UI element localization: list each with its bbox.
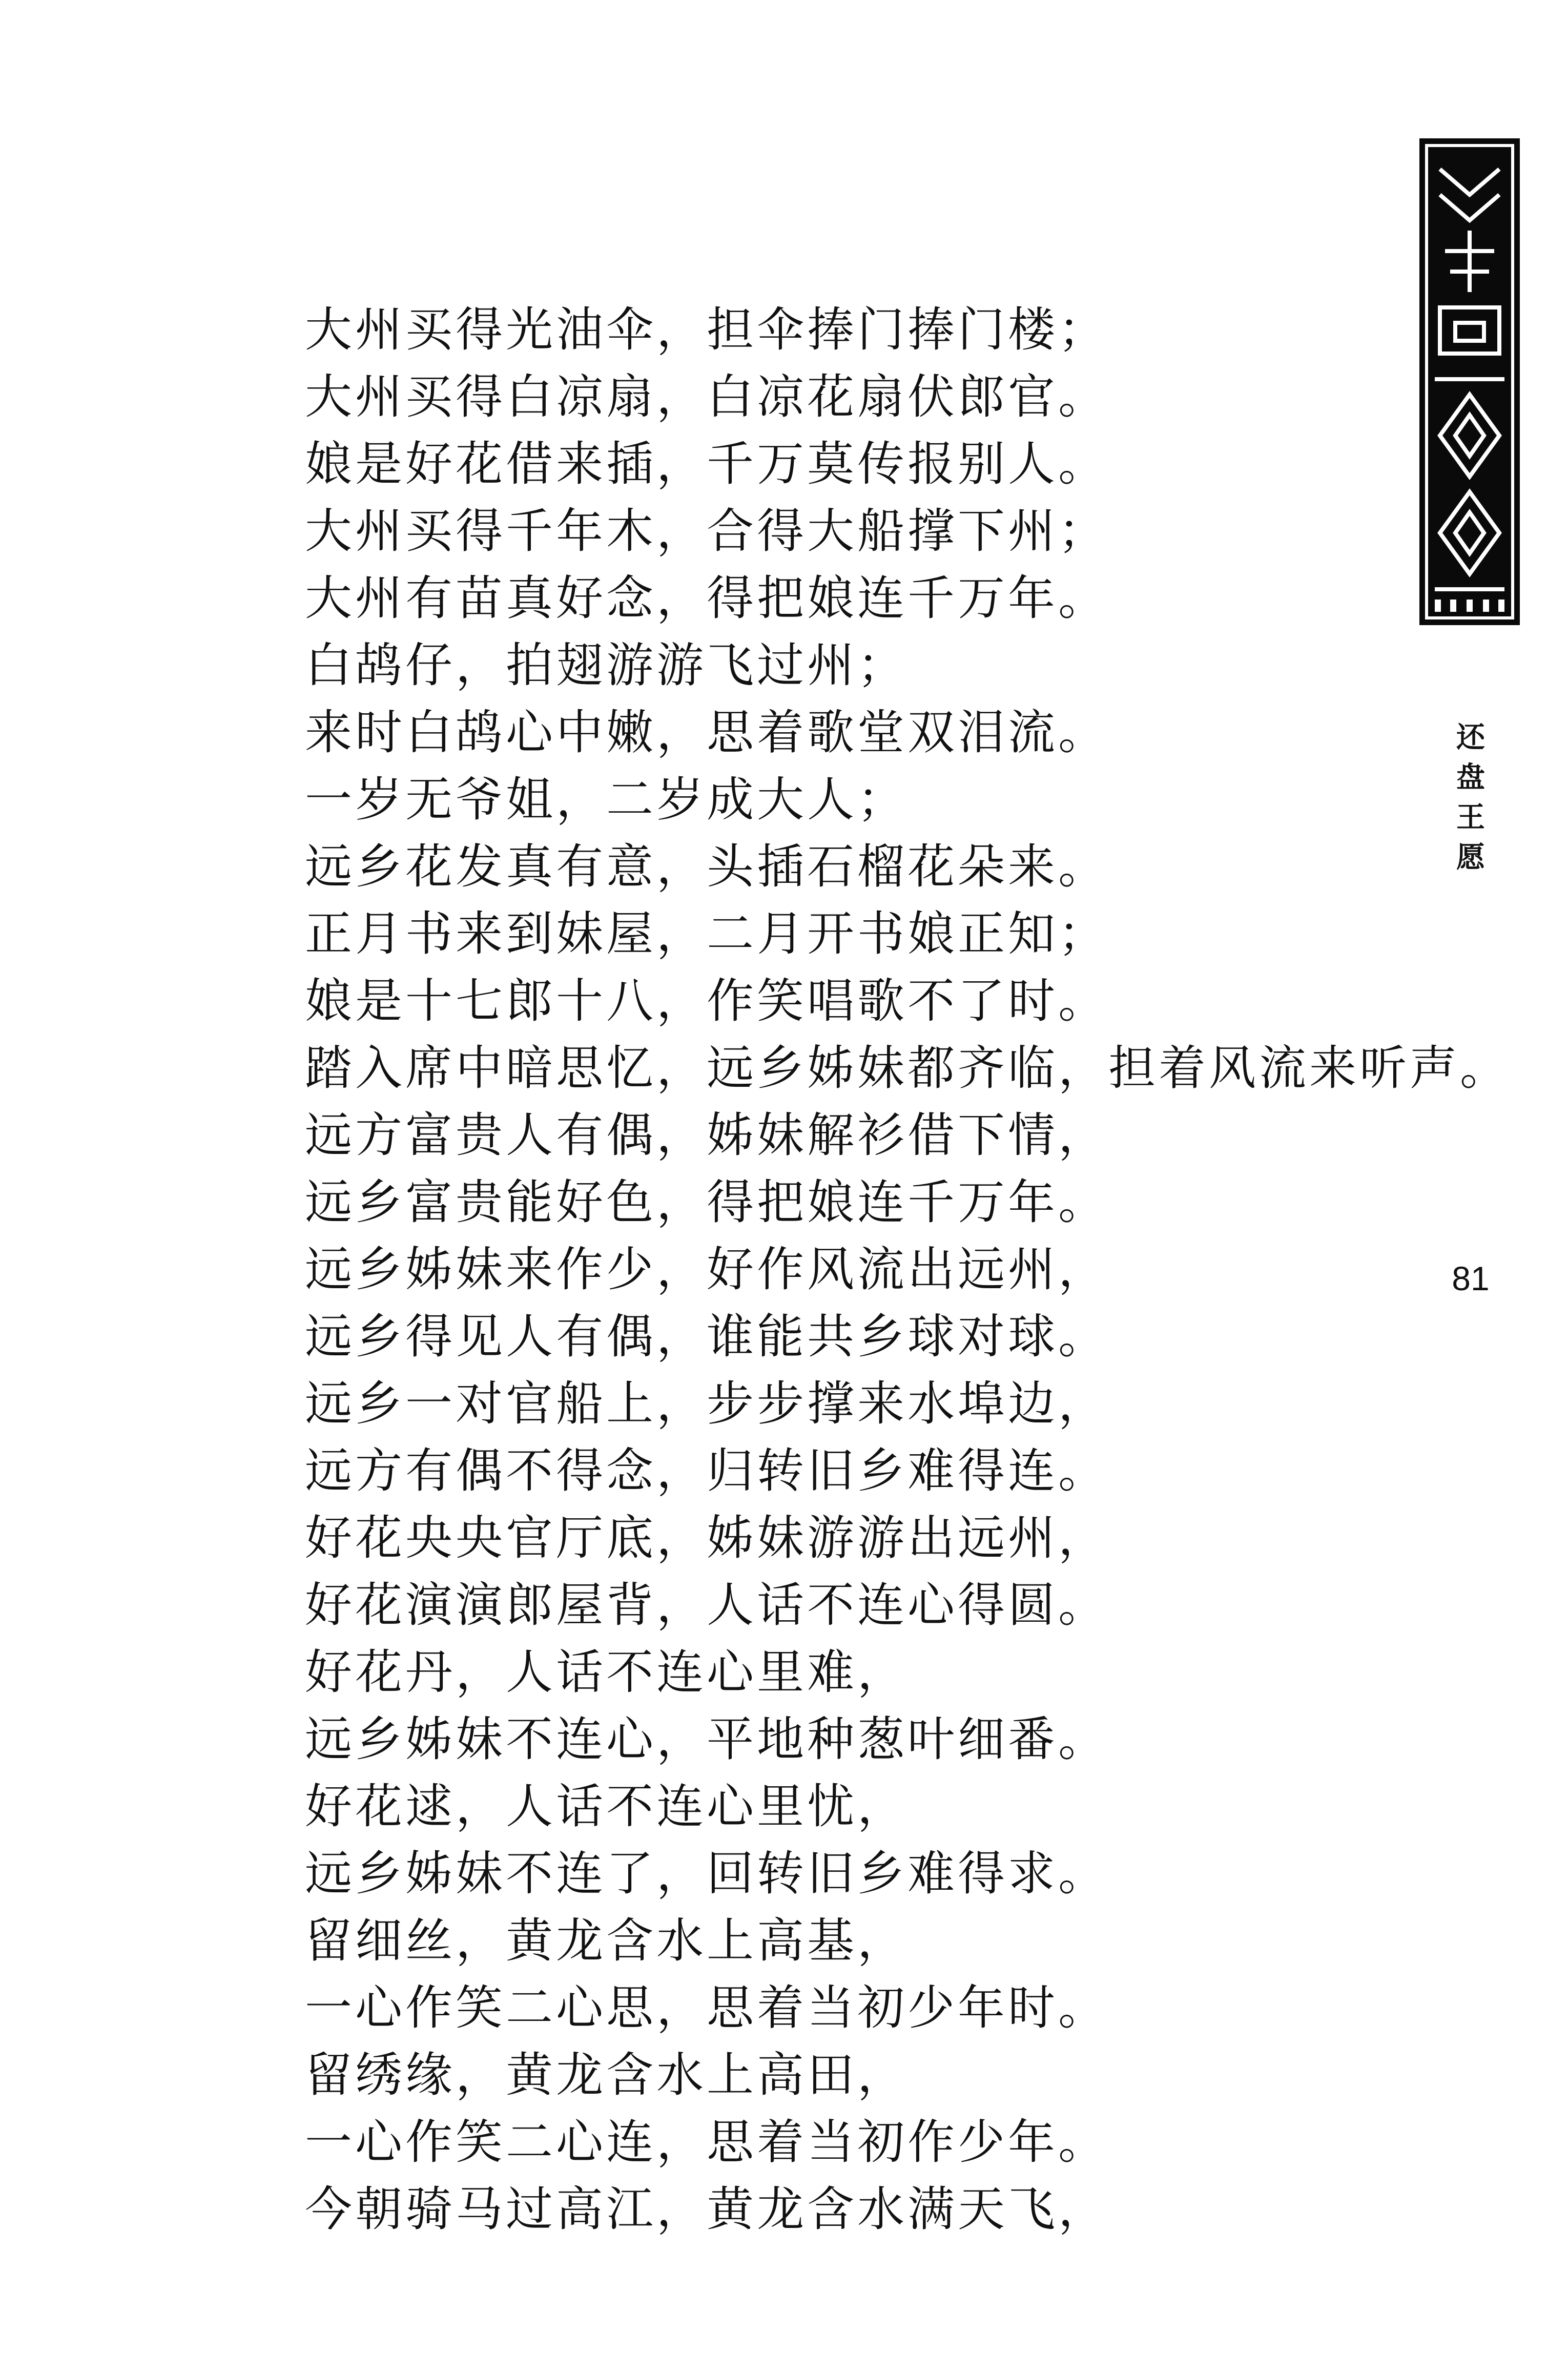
poem-line: 远方有偶不得念，归转旧乡难得连。 (305, 1443, 1109, 1498)
poem-line: 今朝骑马过高江，黄龙含水满天飞， (305, 2182, 1109, 2237)
poem-line: 好花演演郎屋背，人话不连心得圆。 (305, 1578, 1109, 1633)
poem-line: 留绣缘，黄龙含水上高田， (305, 2048, 908, 2102)
running-title-char: 愿 (1456, 840, 1485, 874)
poem-line: 远乡姊妹不连了，回转旧乡难得求。 (305, 1846, 1109, 1901)
page-number: 81 (1452, 1259, 1490, 1297)
poem-line: 远乡富贵能好色，得把娘连千万年。 (305, 1175, 1109, 1230)
poem-line: 大州有苗真好念，得把娘连千万年。 (305, 571, 1109, 626)
poem-line: 白鸪仔，拍翅游游飞过州； (305, 638, 908, 693)
running-title (1440, 717, 1501, 877)
poem-line: 踏入席中暗思忆，远乡姊妹都齐临，担着风流来听声。 (305, 1041, 1511, 1096)
running-title-char: 盘 (1456, 760, 1485, 794)
poem-line: 远乡姊妹来作少，好作风流出远州， (305, 1242, 1109, 1297)
poem-line: 留细丝，黄龙含水上高基， (305, 1913, 908, 1968)
poem-line: 一心作笑二心思，思着当初少年时。 (305, 1980, 1109, 2035)
poem-line: 一心作笑二心连，思着当初作少年。 (305, 2115, 1109, 2170)
poem-line: 大州买得白凉扇，白凉花扇伏郎官。 (305, 369, 1109, 424)
poem-line: 一岁无爷姐，二岁成大人； (305, 772, 908, 827)
poem-line: 娘是好花借来插，千万莫传报别人。 (305, 437, 1109, 491)
poem-line: 大州买得光油伞，担伞捧门捧门楼； (305, 302, 1109, 357)
poem-line: 正月书来到妹屋，二月开书娘正知； (305, 906, 1109, 961)
poem-line: 好花逑，人话不连心里忧， (305, 1779, 908, 1834)
running-title-char: 还 (1456, 720, 1485, 754)
running-title-char: 王 (1456, 800, 1485, 834)
decorative-pattern-band (1419, 138, 1520, 625)
poem-line: 远乡花发真有意，头插石榴花朵来。 (305, 839, 1109, 894)
poem-line: 远方富贵人有偶，姊妹解衫借下情， (305, 1108, 1109, 1163)
woven-pattern-icon (1419, 138, 1520, 625)
poem-line: 大州买得千年木，合得大船撑下州； (305, 504, 1109, 559)
poem-line: 远乡姊妹不连心，平地种葱叶细番。 (305, 1712, 1109, 1767)
poem-line: 远乡一对官船上，步步撑来水埠边， (305, 1376, 1109, 1431)
poem-line: 来时白鸪心中嫩，思着歌堂双泪流。 (305, 705, 1109, 760)
poem-line: 好花丹，人话不连心里难， (305, 1645, 908, 1700)
poem-line: 娘是十七郎十八，作笑唱歌不了时。 (305, 974, 1109, 1028)
poem-line: 远乡得见人有偶，谁能共乡球对球。 (305, 1309, 1109, 1364)
poem-line: 好花央央官厅底，姊妹游游出远州， (305, 1511, 1109, 1565)
